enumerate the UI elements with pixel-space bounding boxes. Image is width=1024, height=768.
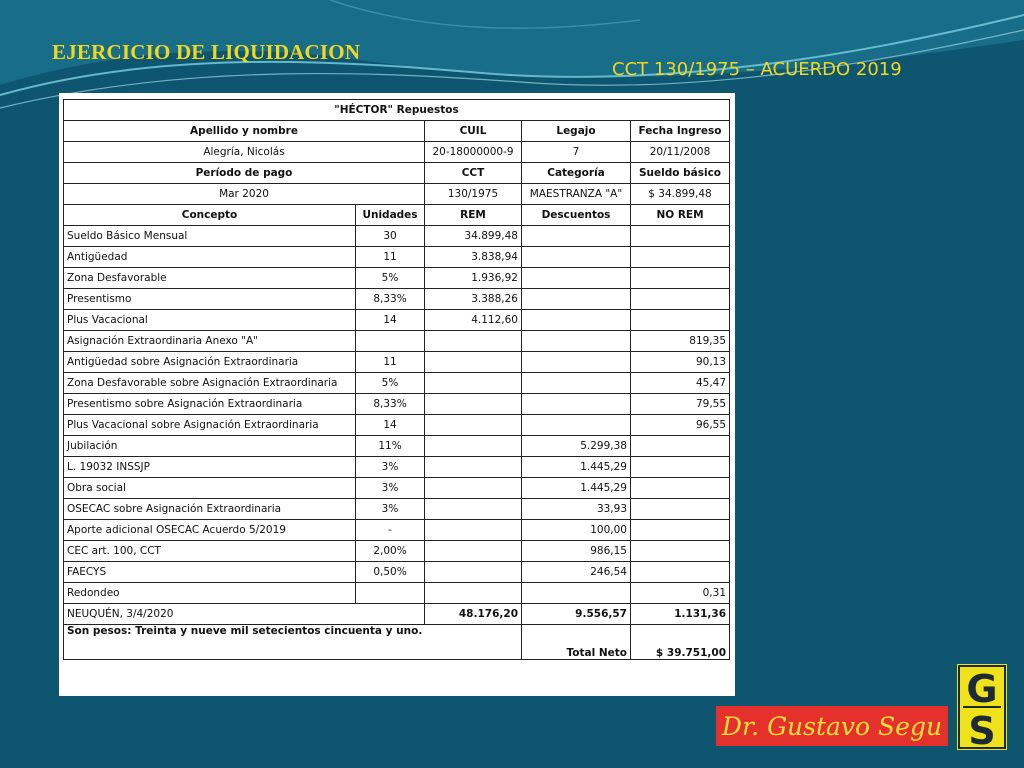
unidades-cell: 11% [356, 436, 425, 457]
rem-cell [425, 436, 522, 457]
employee-name: Alegría, Nicolás [64, 142, 425, 163]
concepto-cell: Zona Desfavorable sobre Asignación Extraordinaria [64, 373, 356, 394]
footer-row [64, 625, 730, 660]
no-rem-cell [631, 310, 730, 331]
rem-cell [425, 541, 522, 562]
concept-row [64, 247, 730, 268]
gs-logo [957, 664, 1007, 750]
concepto-cell: Aporte adicional OSECAC Acuerdo 5/2019 [64, 520, 356, 541]
descuentos-cell: 33,93 [522, 499, 631, 520]
column-header-row [64, 205, 730, 226]
concepto-cell: Presentismo sobre Asignación Extraordinaria [64, 394, 356, 415]
concepto-cell: FAECYS [64, 562, 356, 583]
concepto-cell: Zona Desfavorable [64, 268, 356, 289]
descuentos-cell [522, 310, 631, 331]
descuentos-cell [522, 289, 631, 310]
logo-letter-g: G [966, 667, 998, 711]
cct-value: 130/1975 [425, 184, 522, 205]
descuentos-cell: 5.299,38 [522, 436, 631, 457]
descuentos-cell: 246,54 [522, 562, 631, 583]
rem-cell [425, 562, 522, 583]
no-rem-cell [631, 478, 730, 499]
unidades-cell: 8,33% [356, 394, 425, 415]
total-no-rem: 1.131,36 [631, 604, 730, 625]
cuil-label: CUIL [425, 121, 522, 142]
sueldo-basico-label: Sueldo básico [631, 163, 730, 184]
unidades-cell [356, 583, 425, 604]
rem-cell [425, 373, 522, 394]
rem-cell [425, 457, 522, 478]
rem-cell [425, 520, 522, 541]
name-label: Apellido y nombre [64, 121, 425, 142]
concept-row [64, 331, 730, 352]
concepto-header: Concepto [64, 205, 356, 226]
concepto-cell: Antigüedad [64, 247, 356, 268]
concepto-cell: Antigüedad sobre Asignación Extraordinaria [64, 352, 356, 373]
rem-cell: 34.899,48 [425, 226, 522, 247]
no-rem-cell: 96,55 [631, 415, 730, 436]
concept-row [64, 457, 730, 478]
descuentos-cell: 100,00 [522, 520, 631, 541]
unidades-cell: - [356, 520, 425, 541]
cct-label: CCT [425, 163, 522, 184]
no-rem-cell: 0,31 [631, 583, 730, 604]
descuentos-cell: 986,15 [522, 541, 631, 562]
concepto-cell: Plus Vacacional sobre Asignación Extraordinaria [64, 415, 356, 436]
concept-row [64, 289, 730, 310]
employee-header-row [64, 121, 730, 142]
concepto-cell: Asignación Extraordinaria Anexo "A" [64, 331, 356, 352]
no-rem-cell: 90,13 [631, 352, 730, 373]
employee-legajo: 7 [522, 142, 631, 163]
unidades-header: Unidades [356, 205, 425, 226]
no-rem-cell [631, 562, 730, 583]
employee-data-row [64, 142, 730, 163]
rem-cell: 3.388,26 [425, 289, 522, 310]
concept-row [64, 520, 730, 541]
concept-row [64, 415, 730, 436]
no-rem-cell [631, 499, 730, 520]
rem-header: REM [425, 205, 522, 226]
total-neto-value: $ 39.751,00 [631, 625, 730, 660]
no-rem-cell [631, 436, 730, 457]
descuentos-cell [522, 352, 631, 373]
no-rem-cell [631, 520, 730, 541]
concept-row [64, 478, 730, 499]
concepto-cell: CEC art. 100, CCT [64, 541, 356, 562]
descuentos-cell [522, 394, 631, 415]
periodo-label: Período de pago [64, 163, 425, 184]
concept-row [64, 394, 730, 415]
descuentos-cell [522, 268, 631, 289]
rem-cell [425, 499, 522, 520]
payslip-sheet [59, 93, 735, 696]
unidades-cell: 8,33% [356, 289, 425, 310]
descuentos-cell [522, 415, 631, 436]
concept-row [64, 499, 730, 520]
rem-cell [425, 415, 522, 436]
rem-cell [425, 478, 522, 499]
no-rem-cell [631, 541, 730, 562]
son-pesos: Son pesos: Treinta y nueve mil setecientos cincuenta y uno. [64, 625, 522, 660]
author-signature: Dr. Gustavo Segu [716, 706, 948, 746]
concepto-cell: Plus Vacacional [64, 310, 356, 331]
total-rem: 48.176,20 [425, 604, 522, 625]
concept-row [64, 562, 730, 583]
descuentos-cell [522, 331, 631, 352]
period-header-row [64, 163, 730, 184]
unidades-cell: 3% [356, 499, 425, 520]
rem-cell [425, 394, 522, 415]
periodo-value: Mar 2020 [64, 184, 425, 205]
no-rem-cell [631, 226, 730, 247]
no-rem-cell [631, 247, 730, 268]
concept-row [64, 373, 730, 394]
descuentos-cell [522, 373, 631, 394]
rem-cell [425, 583, 522, 604]
concepto-cell: Jubilación [64, 436, 356, 457]
unidades-cell: 30 [356, 226, 425, 247]
slide-title: EJERCICIO DE LIQUIDACION [52, 40, 361, 64]
rem-cell: 3.838,94 [425, 247, 522, 268]
concept-row [64, 541, 730, 562]
unidades-cell [356, 331, 425, 352]
concept-row [64, 226, 730, 247]
total-descuentos: 9.556,57 [522, 604, 631, 625]
unidades-cell: 11 [356, 247, 425, 268]
totals-row [64, 604, 730, 625]
no-rem-cell [631, 268, 730, 289]
legajo-label: Legajo [522, 121, 631, 142]
unidades-cell: 0,50% [356, 562, 425, 583]
concept-row [64, 268, 730, 289]
no-rem-cell [631, 289, 730, 310]
unidades-cell: 5% [356, 373, 425, 394]
no-rem-header: NO REM [631, 205, 730, 226]
concept-row [64, 436, 730, 457]
concepto-cell: Presentismo [64, 289, 356, 310]
concepto-cell: L. 19032 INSSJP [64, 457, 356, 478]
no-rem-cell: 45,47 [631, 373, 730, 394]
place-date: NEUQUÉN, 3/4/2020 [64, 604, 425, 625]
no-rem-cell: 79,55 [631, 394, 730, 415]
unidades-cell: 11 [356, 352, 425, 373]
company-row [64, 100, 730, 121]
unidades-cell: 14 [356, 415, 425, 436]
employee-cuil: 20-18000000-9 [425, 142, 522, 163]
rem-cell [425, 352, 522, 373]
categoria-label: Categoría [522, 163, 631, 184]
rem-cell: 4.112,60 [425, 310, 522, 331]
payslip-table [63, 99, 730, 660]
period-data-row [64, 184, 730, 205]
logo-letter-s: S [968, 709, 996, 750]
unidades-cell: 3% [356, 457, 425, 478]
sueldo-basico-value: $ 34.899,48 [631, 184, 730, 205]
descuentos-cell [522, 226, 631, 247]
descuentos-header: Descuentos [522, 205, 631, 226]
rem-cell [425, 331, 522, 352]
slide-subtitle: CCT 130/1975 – ACUERDO 2019 [612, 59, 902, 80]
no-rem-cell: 819,35 [631, 331, 730, 352]
concept-row [64, 583, 730, 604]
rem-cell: 1.936,92 [425, 268, 522, 289]
concepto-cell: Redondeo [64, 583, 356, 604]
categoria-value: MAESTRANZA "A" [522, 184, 631, 205]
unidades-cell: 5% [356, 268, 425, 289]
unidades-cell: 14 [356, 310, 425, 331]
concept-row [64, 352, 730, 373]
total-neto-label: Total Neto [522, 625, 631, 660]
concept-row [64, 310, 730, 331]
no-rem-cell [631, 457, 730, 478]
fecha-ingreso-label: Fecha Ingreso [631, 121, 730, 142]
concepto-cell: Obra social [64, 478, 356, 499]
unidades-cell: 3% [356, 478, 425, 499]
concepto-cell: OSECAC sobre Asignación Extraordinaria [64, 499, 356, 520]
descuentos-cell: 1.445,29 [522, 478, 631, 499]
descuentos-cell [522, 247, 631, 268]
employee-fecha-ingreso: 20/11/2008 [631, 142, 730, 163]
concepto-cell: Sueldo Básico Mensual [64, 226, 356, 247]
unidades-cell: 2,00% [356, 541, 425, 562]
descuentos-cell: 1.445,29 [522, 457, 631, 478]
company-name: "HÉCTOR" Repuestos [64, 100, 730, 121]
descuentos-cell [522, 583, 631, 604]
